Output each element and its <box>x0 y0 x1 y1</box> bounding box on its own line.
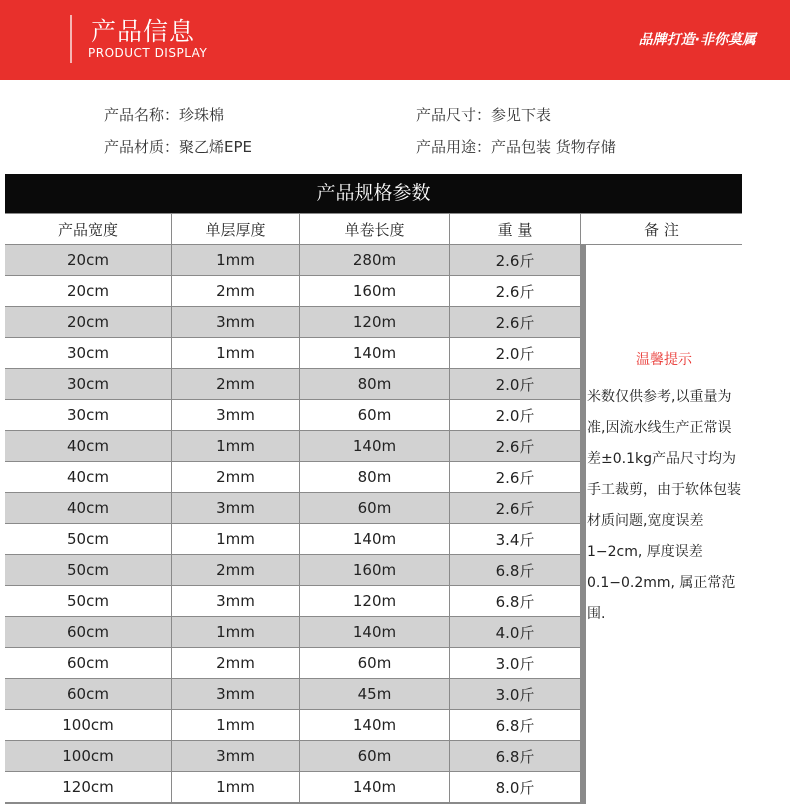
cell-weight: 4.0斤 <box>450 617 580 647</box>
cell-weight: 6.8斤 <box>450 710 580 740</box>
cell-thickness: 1mm <box>172 338 299 368</box>
cell-weight: 2.0斤 <box>450 338 580 368</box>
cell-thickness: 2mm <box>172 276 299 306</box>
cell-length: 120m <box>300 307 449 337</box>
header-note: 备 注 <box>581 214 742 244</box>
cell-length: 80m <box>300 369 449 399</box>
cell-weight: 2.6斤 <box>450 431 580 461</box>
cell-width: 40cm <box>5 431 171 461</box>
cell-weight: 6.8斤 <box>450 741 580 771</box>
cell-width: 40cm <box>5 493 171 523</box>
cell-thickness: 3mm <box>172 400 299 430</box>
cell-weight: 2.0斤 <box>450 400 580 430</box>
cell-weight: 3.4斤 <box>450 524 580 554</box>
cell-thickness: 3mm <box>172 586 299 616</box>
section-title: 产品信息 <box>91 17 196 46</box>
cell-length: 60m <box>300 493 449 523</box>
note-title: 温馨提示 <box>636 352 692 368</box>
cell-thickness: 3mm <box>172 307 299 337</box>
cell-length: 140m <box>300 710 449 740</box>
cell-weight: 2.6斤 <box>450 307 580 337</box>
cell-weight: 2.6斤 <box>450 493 580 523</box>
cell-width: 50cm <box>5 586 171 616</box>
cell-thickness: 1mm <box>172 245 299 275</box>
cell-width: 20cm <box>5 307 171 337</box>
cell-length: 160m <box>300 555 449 585</box>
product-usage: 产品用途：产品包装 货物存储 <box>416 138 616 156</box>
cell-length: 140m <box>300 772 449 802</box>
header-thickness: 单层厚度 <box>172 214 299 244</box>
cell-thickness: 2mm <box>172 369 299 399</box>
cell-thickness: 2mm <box>172 648 299 678</box>
brand-slogan: 品牌打造·非你莫属 <box>638 32 756 48</box>
cell-weight: 2.6斤 <box>450 462 580 492</box>
cell-width: 30cm <box>5 338 171 368</box>
cell-length: 280m <box>300 245 449 275</box>
cell-weight: 3.0斤 <box>450 648 580 678</box>
cell-thickness: 1mm <box>172 617 299 647</box>
cell-length: 60m <box>300 400 449 430</box>
cell-weight: 2.0斤 <box>450 369 580 399</box>
cell-thickness: 2mm <box>172 555 299 585</box>
cell-weight: 8.0斤 <box>450 772 580 802</box>
spec-table-title: 产品规格参数 <box>5 174 742 213</box>
cell-width: 50cm <box>5 555 171 585</box>
cell-width: 100cm <box>5 741 171 771</box>
cell-width: 20cm <box>5 245 171 275</box>
cell-thickness: 1mm <box>172 431 299 461</box>
cell-thickness: 3mm <box>172 741 299 771</box>
cell-length: 60m <box>300 648 449 678</box>
cell-thickness: 2mm <box>172 462 299 492</box>
cell-length: 140m <box>300 431 449 461</box>
cell-thickness: 1mm <box>172 524 299 554</box>
cell-width: 30cm <box>5 369 171 399</box>
cell-length: 140m <box>300 617 449 647</box>
section-subtitle: PRODUCT DISPLAY <box>88 46 208 60</box>
header-weight: 重 量 <box>450 214 580 244</box>
cell-width: 60cm <box>5 648 171 678</box>
cell-weight: 2.6斤 <box>450 245 580 275</box>
spec-table <box>5 213 742 804</box>
cell-thickness: 1mm <box>172 710 299 740</box>
cell-length: 80m <box>300 462 449 492</box>
header-length: 单卷长度 <box>300 214 449 244</box>
cell-length: 60m <box>300 741 449 771</box>
cell-length: 45m <box>300 679 449 709</box>
cell-width: 50cm <box>5 524 171 554</box>
cell-width: 40cm <box>5 462 171 492</box>
cell-width: 100cm <box>5 710 171 740</box>
cell-length: 140m <box>300 338 449 368</box>
cell-width: 20cm <box>5 276 171 306</box>
cell-thickness: 3mm <box>172 493 299 523</box>
cell-weight: 3.0斤 <box>450 679 580 709</box>
cell-length: 120m <box>300 586 449 616</box>
cell-length: 160m <box>300 276 449 306</box>
header-width: 产品宽度 <box>5 214 171 244</box>
product-name: 产品名称：珍珠棉 <box>104 106 225 124</box>
product-material: 产品材质：聚乙烯EPE <box>104 138 253 156</box>
product-size: 产品尺寸：参见下表 <box>416 106 552 124</box>
cell-width: 120cm <box>5 772 171 802</box>
note-body: 米数仅供参考,以重量为准,因流水线生产正常误差±0.1kg产品尺寸均为手工裁剪，由于软体包装材质问题,宽度误差1−2cm, 厚度误差0.1−0.2mm, 属正常范围. <box>587 389 741 622</box>
header-banner <box>0 0 790 80</box>
cell-width: 30cm <box>5 400 171 430</box>
cell-weight: 2.6斤 <box>450 276 580 306</box>
cell-weight: 6.8斤 <box>450 555 580 585</box>
cell-thickness: 1mm <box>172 772 299 802</box>
cell-thickness: 3mm <box>172 679 299 709</box>
cell-weight: 6.8斤 <box>450 586 580 616</box>
cell-length: 140m <box>300 524 449 554</box>
title-divider <box>70 15 72 63</box>
note-cell <box>586 245 742 804</box>
cell-width: 60cm <box>5 617 171 647</box>
cell-width: 60cm <box>5 679 171 709</box>
